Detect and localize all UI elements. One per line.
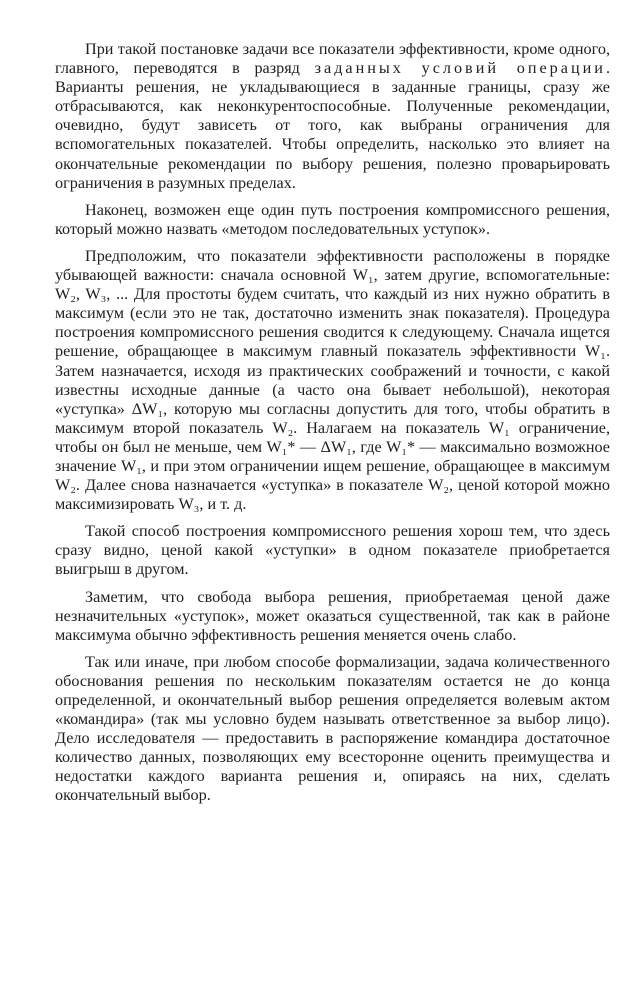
paragraph-procedure: Предположим, что показатели эффективности расположены в порядке убывающей важности: сначала основной W₁, затем другие, вспомогательные: W₂, W₃, ... Для простоты будем считать, что каждый из них нужно обратить в максимум (если это не так, достаточно изменить знак показателя). Процедура построения компромиссного решения сводится к следующему. Сначала ищется решение, обращающее в максимум главный показатель эффективности W₁. Затем назначается, исходя из практических соображений и точности, с какой известны исходные данные (а часто она бывает небольшой), некоторая «уступка» ΔW₁, которую мы согласны допустить для того, чтобы обратить в максимум второй показатель W₂. Налагаем на показатель W₁ ограничение, чтобы он был не меньше, чем W₁* — ΔW₁, где W₁* — максимально возможное значение W₁, и при этом ограничении ищем решение, обращающее в максимум W₂. Далее снова назначается «уступка» в показателе W₂, ценой которой можно максимизировать W₃, и т. д. [55,246,610,514]
paragraph-freedom-of-choice: Заметим, что свобода выбора решения, приобретаемая ценой даже незначительных «уступок», может оказаться существенной, так как в районе максимума обычно эффективность решения меняется очень слабо. [55,587,610,644]
paragraph-method-advantage: Такой способ построения компромиссного решения хорош тем, что здесь сразу видно, ценой какой «уступки» в одном показателе приобретается выигрыш в другом. [55,522,610,579]
document-page [55,40,610,814]
paragraph-successive-concessions-intro: Наконец, возможен еще один путь построения компромиссного решения, который можно назвать «методом последовательных уступок». [55,200,610,238]
paragraph-constraints-method [55,40,610,193]
paragraph-1-text-start: При такой постановке задачи все показатели эффективности, кроме одного, главного, переводятся в разряд [55,40,610,78]
paragraph-1-text-end: . Варианты решения, не укладывающиеся в заданные границы, сразу же отбрасываются, как неконкурентоспособные. Полученные рекомендации, очевидно, будут зависеть от того, как выбраны ограничения для вспомогательных показателей. Чтобы определить, насколько это влияет на окончательные рекомендации по выбору решения, полезно проварьировать ограничения в разумных пределах. [55,59,610,192]
emphasized-term-given-conditions: заданных условий операции [314,59,606,78]
paragraph-commander-decision: Так или иначе, при любом способе формализации, задача количественного обоснования решения по нескольким показателям остается не до конца определенной, и окончательный выбор решения определяется волевым актом «командира» (так мы условно будем называть ответственное за выбор лицо). Дело исследователя — предоставить в распоряжение командира достаточное количество данных, позволяющих ему всесторонне оценить преимущества и недостатки каждого варианта решения и, опираясь на них, сделать окончательный выбор. [55,652,610,805]
